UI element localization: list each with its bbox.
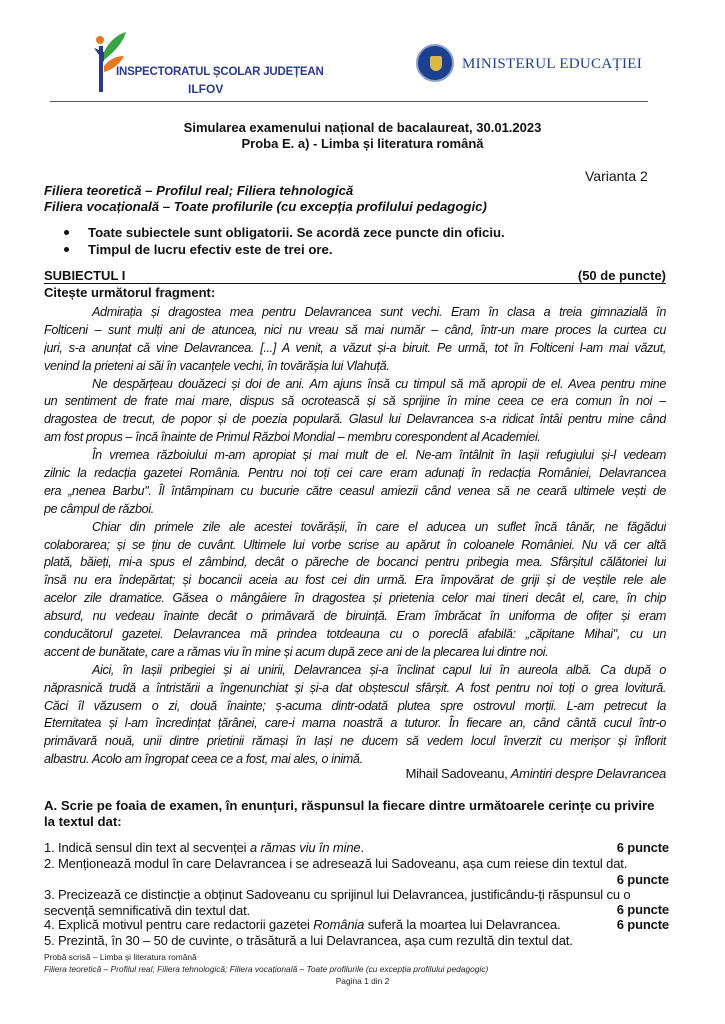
passage-line: colaborarea; și se ținu de cuvânt. Ultimele lui vorbe scrise au apărut în coloanele României. Nu vă cer altă (44, 537, 666, 552)
passage-line: juri, s-a anunțat că vine Delavrancea. [...] A venit, a văzut și-a biruit. Pe urmă, tot în Folticeni l-am mai văzut, (44, 340, 666, 355)
rule-bullet: Timpul de lucru efectiv este de trei ore. (64, 242, 333, 257)
question-points: 6 puncte (616, 871, 669, 887)
passage-line: am fost propus – încă înainte de Primul Război Mondial – membru corespondent al Academiei. (44, 430, 541, 445)
question-2: 2. Menționează modul în care Delavrancea i se adresează lui Sadoveanu, așa cum reiese din textul dat. 6 puncte (44, 856, 669, 887)
variant-label: Varianta 2 (585, 168, 648, 184)
exam-title: Simularea examenului național de bacalaureat, 30.01.2023 (183, 120, 542, 135)
passage-line: năprasnică trudă a întristării a îngenunchiat și și-a dat obștescul sfârșit. A fost pentru noi toți o grea lovitură. (44, 680, 666, 695)
question-points: 6 puncte (616, 917, 669, 932)
track-line-1: Filiera teoretică – Profilul real; Filiera tehnologică (44, 183, 354, 198)
section-points: (50 de puncte) (577, 268, 666, 283)
passage-text (44, 304, 666, 769)
passage-line: însă nu era îndepărtat; și bocancii aceia au fost cei din urmă. Era împovărat de griji și de veștile rele ale (44, 573, 666, 588)
isj-logo-text: INSPECTORATUL ȘCOLAR JUDEȚEAN (116, 66, 324, 78)
reading-instruction: Citește următorul fragment: (44, 285, 216, 300)
bullet-icon (64, 230, 69, 235)
passage-line: dragostea de trecut, de popor și de poezia populară. Glasul lui Delavrancea s-a ridicat întâi pentru mine când (44, 412, 666, 427)
question-1: 1. Indică sensul din text al secvenței a rămas viu în mine. 6 puncte (44, 840, 669, 855)
requirement-heading: A. Scrie pe foaia de examen, în enunțuri, răspunsul la fiecare dintre următoarele cerințe cu privire la textul dat: (44, 798, 655, 829)
passage-line: plată, băieți, mi-a spus el zâmbind, decât o păreche de bocanci pentru pribegia mea. Sfârșitul călătoriei lui (44, 555, 666, 570)
ministry-logo (416, 44, 656, 88)
passage-line: Folticeni – sunt mulți ani de atuncea, nici nu vreau să mai număr – când, într-un mare proces la curtea cu (44, 322, 666, 337)
passage-line: primăvară nouă, unii dintre prietinii rămași în Iași ne ducem să vedem locul înverzit cu merișor și înflorit (44, 734, 666, 749)
passage-line: absurd, nu vedeau înainte decât o primăvară de biruință. Eram îmbrăcat în uniforma de ofițer și eram (44, 609, 666, 624)
question-5: 5. Prezintă, în 30 – 50 de cuvinte, o trăsătură a lui Delavrancea, așa cum rezultă din textul dat. (44, 933, 573, 948)
isj-sprout-icon (92, 30, 132, 94)
section-heading (44, 268, 666, 284)
passage-source: Mihail Sadoveanu, Amintiri despre Delavrancea (405, 766, 666, 781)
passage-line: venind la prieteni ai săi în vacanțele vechi, în tovărășia lui Vlahuță. (44, 358, 390, 373)
passage-line: Aici, în Iașii pribegiei și ai unirii, Delavrancea și-a înclinat capul lui în aureola albă. Ca după o (92, 662, 666, 677)
passage-line: un sentiment de frate mai mare, dispus să ocrotească și să sprijine în mine ceea ce era comun în noi – (44, 394, 666, 409)
passage-line: Căci îl văzusem o zi, două înainte; ș-acuma dintr-odată plutea spre ostrovul morții. L-am petrecut la (44, 698, 666, 713)
question-4: 4. Explică motivul pentru care redactorii gazetei România suferă la moartea lui Delavrancea. 6 puncte (44, 917, 669, 932)
isj-logo-county: ILFOV (188, 82, 224, 96)
passage-line: pe câmpul de război. (44, 501, 154, 516)
source-work-title: Amintiri despre Delavrancea (510, 766, 666, 781)
passage-line: conducătorul gazetei. Delavrancea mă prindea totdeauna cu o poreclă afabilă: „căpitane Mihai", cu un (44, 627, 666, 642)
passage-line: era „nenea Barbu". Îl întâmpinam cu bucurie către ceasul amiezii când venea să ne ceară ultimele vești de (44, 483, 666, 498)
passage-line: Ne despărțeau douăzeci și doi de ani. Am ajuns însă cu timpul să mă apropii de el. Avea pentru mine (92, 376, 666, 391)
rule-bullet: Toate subiectele sunt obligatorii. Se acordă zece puncte din oficiu. (64, 225, 505, 240)
page-number: Pagina 1 din 2 (335, 976, 390, 986)
section-title: SUBIECTUL I (44, 268, 126, 283)
track-line-2: Filiera vocațională – Toate profilurile (cu excepția profilului pedagogic) (44, 199, 487, 214)
passage-line: accent de bunătate, care a rămas viu în mine și acum după zece ani de la plecarea lui dintre noi. (44, 644, 549, 659)
passage-line: Eternitatea și l-am încredințat țărânei, care-i mama noastră a tuturor. În fiecare an, când cântă cucul într-o (44, 716, 666, 731)
question-3: 3. Precizează ce distincție a obținut Sadoveanu cu sprijinul lui Delavrancea, justificându-ți răspunsul cu o secvență semnificativă din textul dat. (44, 887, 631, 918)
government-seal-icon (416, 44, 454, 82)
footer-exam: Probă scrisă – Limba și literatura română (44, 952, 197, 962)
isj-ilfov-logo (92, 30, 342, 96)
passage-line: Chiar din primele zile ale acestei tovărășii, în care el aducea un suflet încă tânăr, ne făgădui (92, 519, 666, 534)
bullet-icon (64, 247, 69, 252)
ministry-logo-text: MINISTERUL EDUCAȚIEI (462, 56, 643, 72)
exam-subtitle: Proba E. a) - Limba și literatura română (241, 136, 484, 151)
question-points: 6 puncte (616, 840, 669, 855)
passage-line: albastru. Acolo am îngropat ceea ce a fost, mai ales, o inimă. (44, 752, 363, 767)
header-divider (50, 101, 648, 102)
footer-tracks: Filiera teoretică – Profilul real; Filiera tehnologică; Filiera vocațională – Toate profilurile (cu excepția profilului pedagogic) (44, 964, 489, 974)
passage-line: Admirația și dragostea mea pentru Delavrancea sunt vechi. Eram în clasa a treia gimnazială în (92, 305, 666, 319)
passage-line: zilnic la redacția gazetei România. Pentru noi toți cei care eram adunați în redacția României, Delavrancea (44, 466, 666, 481)
passage-line: acelor zile dramatice. Găsea o mângâiere în dragostea și prietenia celor mai tineri decât el, care, în chip (44, 591, 666, 606)
passage-line: În vremea războiului m-am apropiat și mai mult de el. Ne-am întâlnit în Iașii refugiului și-l vedeam (92, 448, 666, 463)
